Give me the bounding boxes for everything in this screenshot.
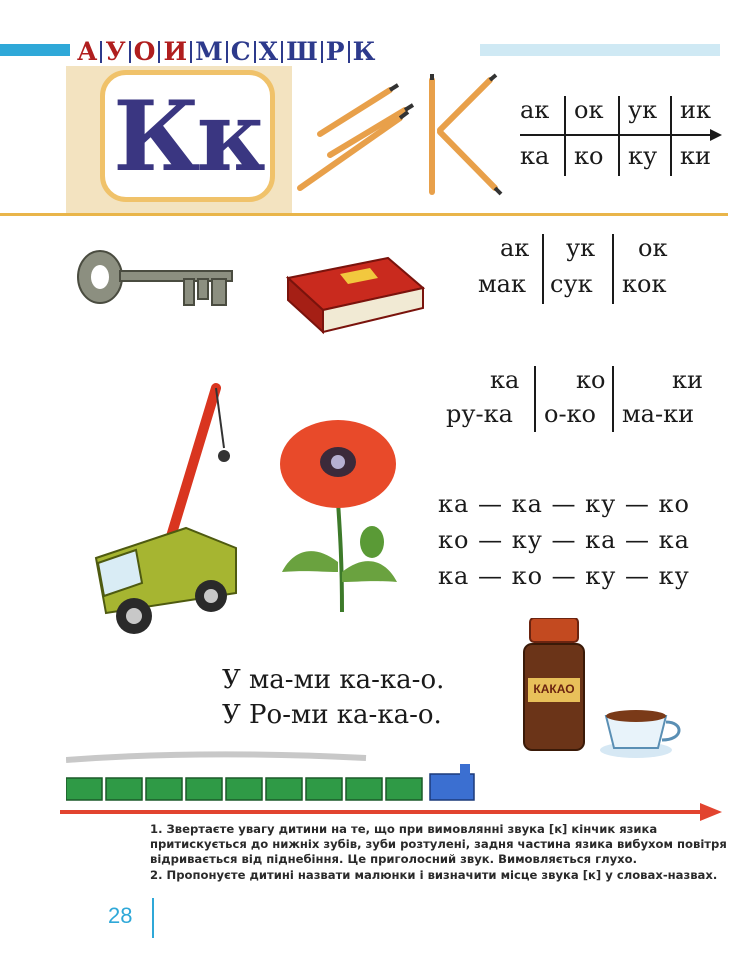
- syllable-table-open: [446, 366, 712, 432]
- syllable: ок: [574, 96, 604, 124]
- syllable: ак: [500, 234, 530, 262]
- top-accent-bar-left: [0, 44, 70, 56]
- syllable: ок: [638, 234, 668, 262]
- table-divider: [542, 234, 544, 304]
- syllable: ку: [628, 142, 658, 170]
- cocoa-jar-icon: [522, 618, 586, 752]
- teacher-note: 2. Пропонуєте дитині назвати малюнки і визначити місце звука [к] у словах-назвах.: [150, 868, 718, 882]
- reading-sentence: У Ро-ми ка-ка-о.: [222, 700, 442, 730]
- top-accent-bar-right: [480, 44, 720, 56]
- syllable-word: кок: [622, 270, 667, 298]
- reading-sentence: У ма-ми ка-ка-о.: [222, 665, 445, 695]
- table-arrow-line: [520, 134, 715, 136]
- teacher-note: 1. Звертаєте увагу дитини на те, що при вимовлянні звука [к] кінчик язика притискується до нижніх зубів, зуби розтулені, задня частина язика вибухом повітря відривається від піднебіння. Це приголосний звук. Вимовляється глухо.: [150, 822, 727, 866]
- key-icon: [72, 245, 242, 315]
- syllable: ак: [520, 96, 550, 124]
- syllable: ко: [576, 366, 606, 394]
- alphabet-strip: [74, 38, 378, 66]
- syllable: ки: [680, 142, 711, 170]
- syllable-chain: ка — ко — ку — ку: [438, 562, 690, 590]
- alphabet-letter: Р: [325, 37, 345, 66]
- table-divider: [612, 366, 614, 432]
- big-letter: Кк: [113, 79, 262, 193]
- syllable: ук: [566, 234, 596, 262]
- syllable: ка: [490, 366, 520, 394]
- syllable-table-closed: [478, 234, 698, 304]
- syllable-word: ру-ка: [446, 400, 513, 428]
- syllable-chain: ко — ку — ка — ка: [438, 526, 690, 554]
- track-arrow-line: [60, 810, 715, 814]
- syllable-word: о-ко: [544, 400, 597, 428]
- alphabet-letter: И: [163, 37, 188, 66]
- alphabet-letter: К: [352, 37, 376, 66]
- page-number-divider: [152, 898, 154, 938]
- cup-icon: [598, 700, 688, 760]
- syllable-word: ма-ки: [622, 400, 695, 428]
- syllable: ка: [520, 142, 550, 170]
- pencil-icon: [300, 112, 408, 188]
- table-divider: [564, 96, 566, 176]
- syllable: ки: [672, 366, 703, 394]
- train-icon: [66, 750, 486, 810]
- syllable-word: сук: [550, 270, 593, 298]
- syllable: ко: [574, 142, 604, 170]
- arrow-right-icon: [710, 129, 722, 141]
- alphabet-letter: Х: [258, 37, 279, 66]
- table-divider: [612, 234, 614, 304]
- alphabet-letter: О: [133, 37, 156, 66]
- syllable-table-top: [520, 96, 725, 176]
- cocoa-label: КАКАО: [533, 682, 575, 696]
- page-number: 28: [108, 903, 133, 928]
- table-divider: [534, 366, 536, 432]
- alphabet-letter: С: [230, 37, 251, 66]
- arrow-right-icon: [700, 803, 722, 821]
- pencil-letter-illustration: [290, 70, 510, 200]
- pencil-icon: [440, 132, 501, 194]
- pencil-icon: [440, 75, 496, 130]
- syllable-chain: ка — ка — ку — ко: [438, 490, 690, 518]
- alphabet-letter: Ш: [286, 37, 318, 66]
- crane-truck-icon: [76, 378, 246, 648]
- poppy-flower-icon: [272, 412, 412, 632]
- syllable-word: мак: [478, 270, 526, 298]
- header-rule: [0, 213, 728, 216]
- book-icon: [278, 248, 428, 338]
- syllable: ук: [628, 96, 658, 124]
- alphabet-letter: У: [105, 37, 126, 66]
- table-divider: [670, 96, 672, 176]
- table-divider: [618, 96, 620, 176]
- pencil-icon: [330, 105, 413, 155]
- teacher-notes: [150, 822, 730, 884]
- alphabet-letter: А: [77, 37, 98, 66]
- alphabet-letter: М: [195, 37, 223, 66]
- syllable: ик: [680, 96, 711, 124]
